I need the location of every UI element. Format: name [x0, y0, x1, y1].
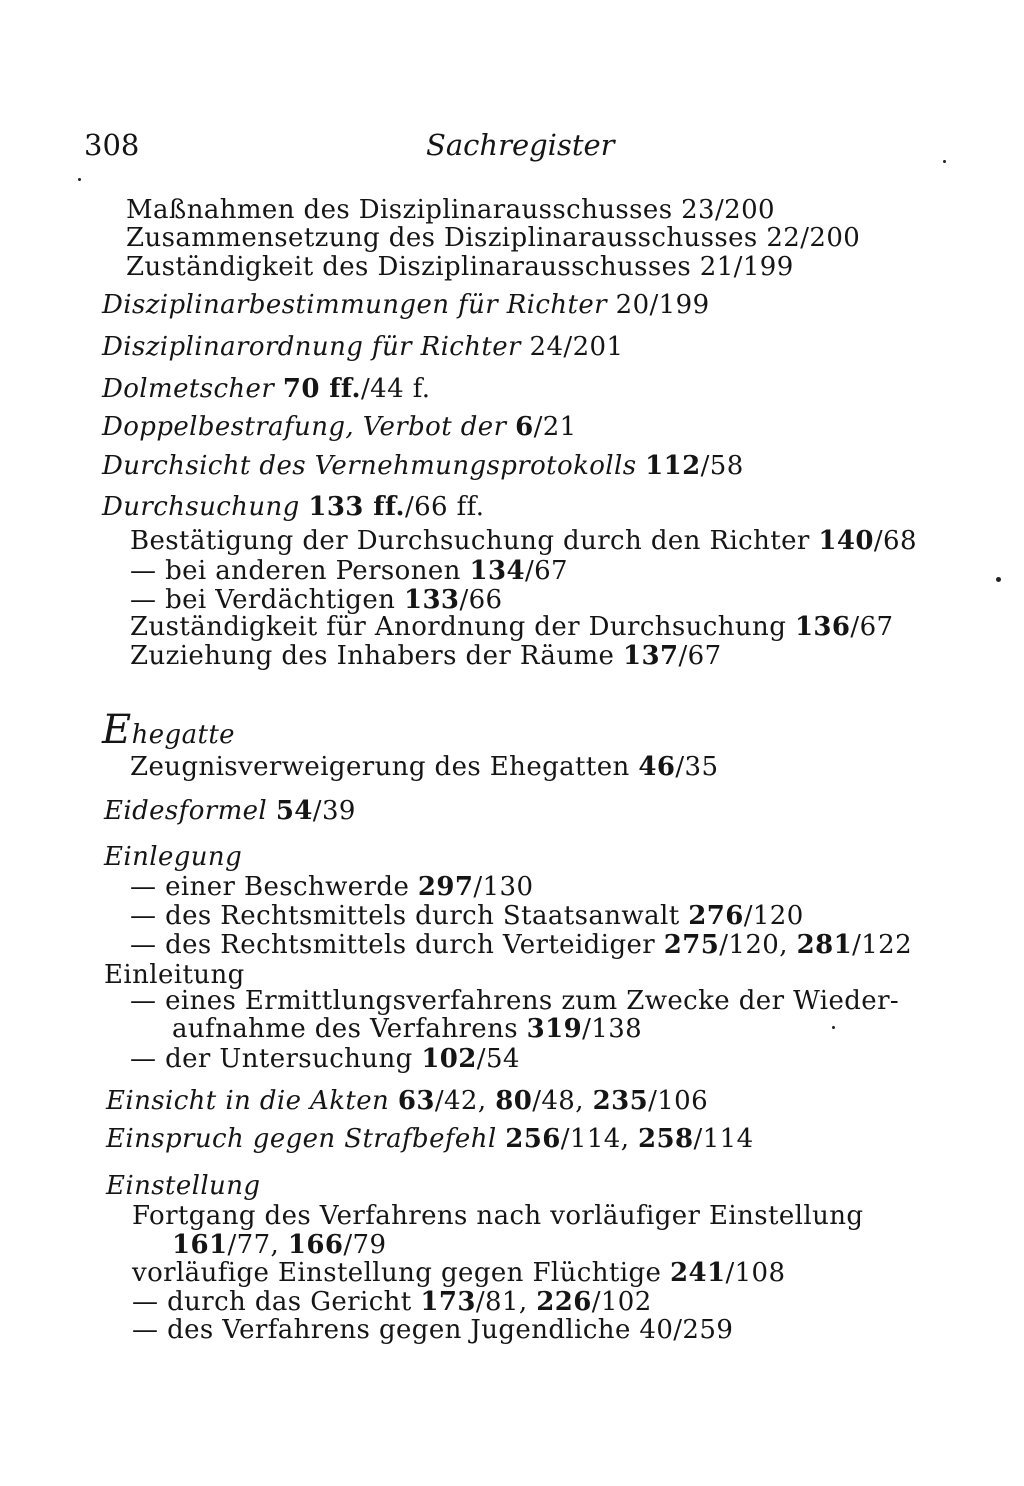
- index-term: Dolmetscher: [102, 374, 275, 404]
- index-subentry: [130, 930, 912, 960]
- page-ref: /66 ff.: [404, 492, 485, 522]
- index-subentry: Fortgang des Verfahrens nach vorläufiger Einstellung: [132, 1201, 864, 1231]
- page-ref-bold: 134: [469, 556, 525, 586]
- page-ref-bold: 276: [688, 901, 744, 931]
- index-term: Disziplinarbestimmungen für Richter: [102, 290, 607, 320]
- scan-speck: [943, 160, 946, 163]
- page-ref: /120,: [719, 930, 788, 960]
- index-term: Einlegung: [104, 842, 243, 872]
- page-ref-bold: 161: [172, 1230, 228, 1260]
- page-number: 308: [84, 128, 140, 162]
- page-ref: /138: [582, 1014, 643, 1044]
- index-entry: [102, 332, 623, 362]
- index-entry: [106, 1124, 754, 1154]
- subentry-text: Bestätigung der Durchsuchung durch den Richter: [130, 526, 810, 556]
- index-entry: Einleitung: [104, 960, 245, 990]
- page-ref-bold: 319: [526, 1014, 583, 1044]
- index-subentry: [130, 752, 718, 782]
- page-ref: /114: [693, 1124, 754, 1154]
- page-ref: /102: [591, 1287, 652, 1317]
- page-ref: /120: [743, 901, 804, 931]
- subentry-text: — durch das Gericht: [132, 1287, 412, 1317]
- subentry-text: — des Rechtsmittels durch Staatsanwalt: [130, 901, 680, 931]
- index-entry: [102, 412, 577, 442]
- index-subentry: [132, 1258, 785, 1288]
- page-ref: /81,: [475, 1287, 528, 1317]
- page-ref-bold: 137: [622, 641, 679, 671]
- page-ref-bold: 258: [638, 1124, 694, 1154]
- page-ref: /67: [678, 641, 722, 671]
- page-ref: 24/201: [529, 332, 624, 362]
- index-entry: [104, 796, 356, 826]
- scan-speck: [832, 1026, 835, 1029]
- page-ref-bold: 46: [638, 752, 676, 782]
- page-ref-bold: 140: [818, 526, 874, 556]
- page-ref-bold: 297: [417, 872, 474, 902]
- subentry-text: aufnahme des Verfahrens: [172, 1014, 518, 1044]
- page-ref-bold: 133: [403, 585, 460, 615]
- page-ref: /79: [343, 1230, 387, 1260]
- index-entry: [106, 1171, 260, 1201]
- index-subentry: Maßnahmen des Disziplinarausschusses 23/200: [126, 195, 775, 225]
- page-ref-bold: 173: [420, 1287, 476, 1317]
- index-term: Durchsuchung: [102, 492, 300, 522]
- page-ref: /106: [648, 1086, 709, 1116]
- page-ref-bold: 241: [669, 1258, 726, 1288]
- page-ref-bold: 281: [796, 930, 853, 960]
- page-ref-bold: 235: [592, 1086, 649, 1116]
- page-ref: /48,: [532, 1086, 584, 1116]
- index-subentry: [130, 872, 533, 902]
- page-ref-bold: 70 ff.: [282, 374, 361, 404]
- scan-speck: [996, 577, 1001, 582]
- index-subentry: — eines Ermittlungsverfahrens zum Zwecke der Wieder-: [130, 986, 900, 1016]
- subentry-text: Zuständigkeit für Anordnung der Durchsuchung: [130, 612, 787, 642]
- page-ref-bold: 136: [794, 612, 851, 642]
- index-subentry: [130, 585, 502, 615]
- index-subentry: [130, 901, 804, 931]
- index-term: hegatte: [131, 720, 235, 750]
- section-letter-heading: [102, 707, 235, 755]
- index-subentry: [130, 1044, 520, 1074]
- page-ref: /130: [473, 872, 534, 902]
- page-ref: /35: [675, 752, 719, 782]
- page-ref-bold: 102: [421, 1044, 477, 1074]
- index-subentry: — des Verfahrens gegen Jugendliche 40/259: [132, 1315, 734, 1345]
- page-ref-bold: 80: [495, 1086, 533, 1116]
- running-title: Sachregister: [426, 128, 615, 162]
- index-entry: [106, 1086, 708, 1116]
- index-subentry: [130, 526, 917, 556]
- index-term: Disziplinarordnung für Richter: [102, 332, 521, 362]
- index-term: Einstellung: [106, 1171, 261, 1201]
- page-ref-bold: 63: [397, 1086, 435, 1116]
- subentry-text: Zuziehung des Inhabers der Räume: [130, 641, 615, 671]
- scan-speck: [78, 178, 81, 181]
- page-ref: /44 f.: [360, 374, 431, 404]
- index-subentry: [172, 1014, 642, 1044]
- index-subentry: [130, 556, 568, 586]
- page-ref-bold: 226: [536, 1287, 592, 1317]
- page-ref: /39: [312, 796, 356, 826]
- subentry-text: — der Untersuchung: [130, 1044, 413, 1074]
- page-ref: /68: [873, 526, 917, 556]
- subentry-text: — des Rechtsmittels durch Verteidiger: [130, 930, 656, 960]
- page-ref: /77,: [227, 1230, 280, 1260]
- index-entry: [102, 290, 710, 320]
- page-ref-bold: 133 ff.: [308, 492, 405, 522]
- index-subentry: [130, 612, 893, 642]
- index-entry: [102, 451, 744, 481]
- page-ref-bold: 112: [645, 451, 701, 481]
- page-ref-bold: 275: [663, 930, 720, 960]
- subentry-text: vorläufige Einstellung gegen Flüchtige: [132, 1258, 662, 1288]
- index-subentry: [132, 1287, 652, 1317]
- subentry-text: Zeugnisverweigerung des Ehegatten: [130, 752, 630, 782]
- subentry-text: — bei Verdächtigen: [130, 585, 396, 615]
- index-entry: [102, 374, 430, 404]
- subentry-text: — einer Beschwerde: [130, 872, 410, 902]
- page-header: [84, 128, 644, 162]
- index-term: Doppelbestrafung, Verbot der: [102, 412, 507, 442]
- page-ref-bold: 54: [275, 796, 313, 826]
- page-ref-bold: 6: [515, 412, 534, 442]
- index-subentry: Zuständigkeit des Disziplinarausschusses 21/199: [126, 252, 794, 282]
- page-ref: /67: [850, 612, 894, 642]
- index-entry: [104, 842, 242, 872]
- page-ref: /67: [524, 556, 568, 586]
- page-ref: /114,: [560, 1124, 630, 1154]
- index-term: Eidesformel: [104, 796, 268, 826]
- index-subentry: [172, 1230, 386, 1260]
- page-ref: /58: [700, 451, 744, 481]
- page-ref: /108: [725, 1258, 786, 1288]
- index-term: Durchsicht des Vernehmungsprotokolls: [102, 451, 637, 481]
- page-ref: /42,: [434, 1086, 487, 1116]
- page-ref-bold: 256: [505, 1124, 561, 1154]
- page-ref: 20/199: [615, 290, 710, 320]
- index-term: Einsicht in die Akten: [106, 1086, 390, 1116]
- index-entry: [102, 492, 484, 522]
- page-ref: /122: [852, 930, 913, 960]
- subentry-text: — bei anderen Personen: [130, 556, 461, 586]
- section-initial: E: [102, 707, 132, 753]
- index-term: Einspruch gegen Strafbefehl: [106, 1124, 497, 1154]
- page-ref: /54: [476, 1044, 520, 1074]
- index-subentry: [130, 641, 722, 671]
- index-subentry: Zusammensetzung des Disziplinarausschusses 22/200: [126, 223, 861, 253]
- page-ref: /66: [459, 585, 503, 615]
- page-ref-bold: 166: [287, 1230, 344, 1260]
- page-ref: /21: [533, 412, 577, 442]
